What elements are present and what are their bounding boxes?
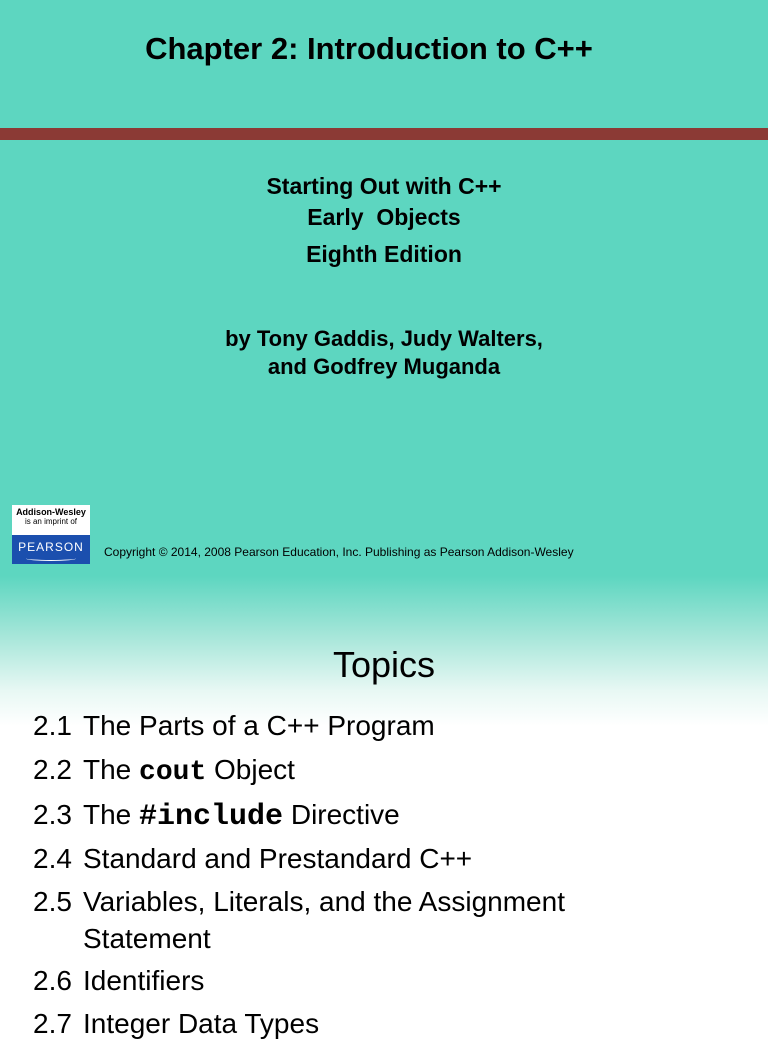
edition: Eighth Edition [306, 241, 462, 267]
authors-line1: by Tony Gaddis, Judy Walters, [225, 326, 543, 351]
divider-bar [0, 128, 768, 140]
topic-text: Standard and Prestandard C++ [83, 843, 473, 874]
topic-code: #include [139, 800, 284, 834]
topic-item [33, 752, 295, 791]
logo-brand: PEARSON [18, 540, 84, 554]
authors-line2: and Godfrey Muganda [267, 354, 501, 379]
topic-text-post: Object [206, 754, 295, 785]
topic-text: Identifiers [83, 965, 205, 996]
topic-number: 2.2 [33, 754, 72, 785]
publisher-logo [12, 505, 90, 564]
topics-slide [0, 576, 768, 1039]
topics-title: Topics [332, 644, 436, 685]
swoosh-icon [26, 556, 76, 561]
topic-number: 2.5 [33, 886, 72, 917]
logo-line1: Addison-Wesley [16, 507, 86, 517]
pearson-mark [12, 535, 90, 564]
topic-number: 2.1 [33, 710, 72, 741]
addison-wesley-mark [12, 505, 90, 535]
topic-text-continuation: Statement [83, 923, 211, 954]
topic-text: Integer Data Types [83, 1008, 320, 1039]
topic-item [33, 963, 204, 999]
topic-number: 2.4 [33, 843, 72, 874]
topic-text: The Parts of a C++ Program [83, 710, 435, 741]
logo-line2: is an imprint of [24, 517, 78, 526]
topic-number: 2.3 [33, 799, 72, 830]
book-title-line1: Starting Out with C++ [266, 173, 502, 199]
topic-item [33, 884, 565, 920]
topic-number: 2.7 [33, 1008, 72, 1039]
topic-text: The [83, 799, 140, 830]
topic-text: Variables, Literals, and the Assignment [83, 886, 565, 917]
copyright-notice: Copyright © 2014, 2008 Pearson Education, Inc. Publishing as Pearson Addison-Wesley [104, 545, 574, 559]
topic-item [33, 797, 400, 835]
topic-text-post: Directive [283, 799, 400, 830]
topic-item [33, 708, 435, 744]
topic-text: The [83, 754, 140, 785]
topic-number: 2.6 [33, 965, 72, 996]
topic-item [33, 1006, 319, 1042]
book-title-line2: Early Objects [307, 204, 461, 230]
topic-item [33, 841, 472, 877]
topic-code: cout [139, 757, 207, 788]
chapter-title: Chapter 2: Introduction to C++ [145, 31, 593, 66]
